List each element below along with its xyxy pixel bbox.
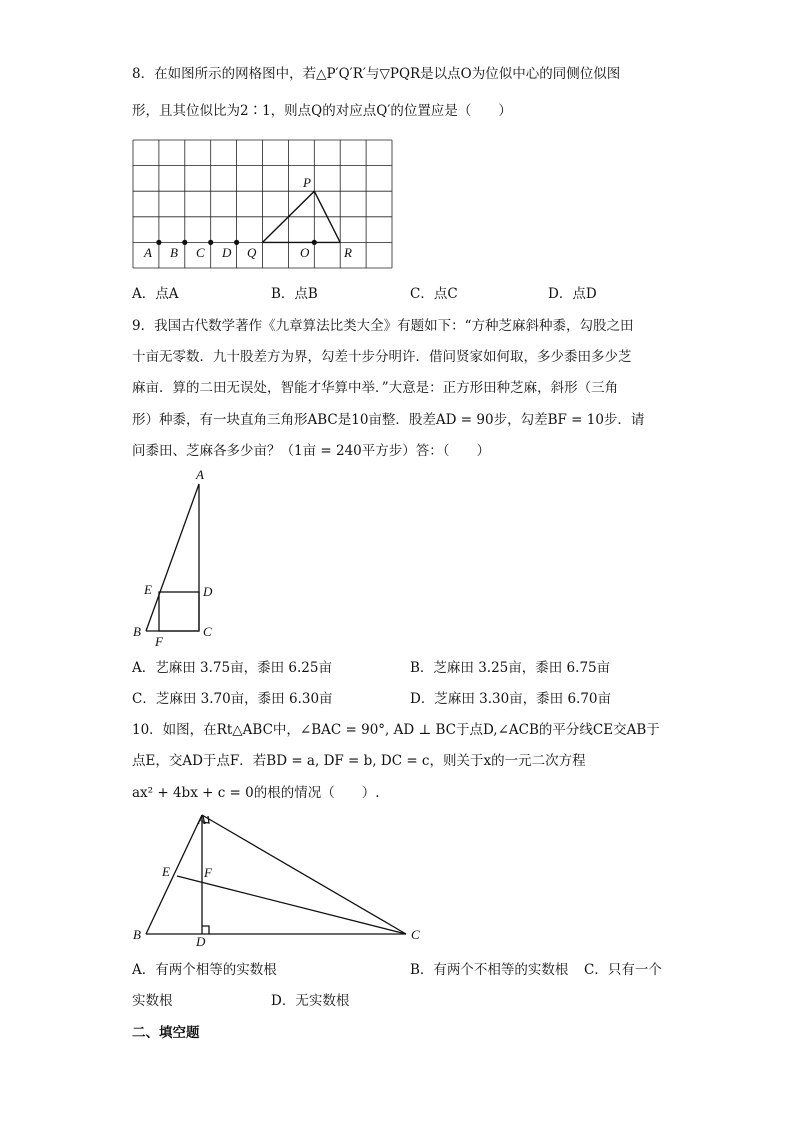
q9-stem-line2: 十亩无零数．九十股差方为界，勾差十步分明许．借问贤家如何取，多少黍田多少芝 bbox=[132, 349, 632, 365]
q8-grid-figure bbox=[133, 140, 395, 270]
q9-stem-line3: 麻亩．算的二田无误处，智能才华算中举．”大意是：正方形田种芝麻，斜形（三角 bbox=[132, 380, 619, 396]
q10-option-b[interactable]: B．有两个不相等的实数根 bbox=[410, 962, 569, 978]
q10-label-d: D bbox=[196, 934, 206, 949]
q8-option-a[interactable]: A．点A bbox=[132, 286, 179, 302]
q9-stem-line1: 9．我国古代数学著作《九章算法比类大全》有题如下：“方种芝麻斜种黍，勾股之田 bbox=[132, 318, 634, 334]
q8-option-b[interactable]: B．点B bbox=[271, 286, 318, 302]
section-title: 二、填空题 bbox=[132, 1025, 200, 1041]
q9-label-f: F bbox=[155, 634, 163, 649]
q10-stem-line2: 点E，交AD于点F．若BD = a, DF = b, DC = c，则关于x的一元二次方程 bbox=[132, 753, 586, 769]
q9-option-d[interactable]: D．芝麻田 3.30亩，黍田 6.70亩 bbox=[410, 691, 612, 707]
q8-label-b: B bbox=[170, 245, 178, 260]
q8-point-b bbox=[182, 240, 187, 245]
q8-stem-line1: 8．在如图所示的网格图中，若△P′Q′R′与▽PQR是以点O为位似中心的同侧位似图 bbox=[132, 66, 621, 82]
q10-label-f: F bbox=[204, 865, 212, 880]
q9-option-c[interactable]: C．芝麻田 3.70亩，黍田 6.30亩 bbox=[132, 691, 333, 707]
q8-point-d bbox=[234, 240, 239, 245]
q8-point-a bbox=[156, 240, 161, 245]
q9-label-a: A bbox=[196, 467, 204, 482]
q10-label-b: B bbox=[133, 927, 141, 942]
q9-stem-line4: 形）种黍，有一块直角三角形ABC是10亩整．股差AD = 90步，勾差BF = 10步．请 bbox=[132, 412, 645, 428]
q10-stem-line1: 10．如图，在Rt△ABC中，∠BAC = 90°, AD ⊥ BC于点D,∠ACB的平分线CE交AB于 bbox=[132, 722, 660, 738]
q8-label-p: P bbox=[303, 175, 311, 190]
q8-option-c[interactable]: C．点C bbox=[410, 286, 458, 302]
q9-label-d: D bbox=[203, 584, 213, 599]
q8-label-a: A bbox=[144, 245, 152, 260]
q8-label-r: R bbox=[344, 245, 352, 260]
q8-point-c bbox=[208, 240, 213, 245]
q10-label-e: E bbox=[162, 864, 170, 879]
q9-option-b[interactable]: B．芝麻田 3.25亩，黍田 6.75亩 bbox=[410, 660, 611, 676]
q10-label-c: C bbox=[411, 927, 420, 942]
q9-label-b: B bbox=[133, 624, 141, 639]
q9-option-a[interactable]: A．艺麻田 3.75亩，黍田 6.25亩 bbox=[132, 660, 332, 676]
q10-option-d[interactable]: D．无实数根 bbox=[271, 993, 350, 1009]
q8-label-o: O bbox=[300, 245, 310, 260]
q9-stem-line5: 问黍田、芝麻各多少亩？（1亩 = 240平方步）答：（ ） bbox=[132, 443, 490, 459]
q10-option-c-continued[interactable]: 实数根 bbox=[132, 993, 173, 1009]
q9-label-e: E bbox=[144, 582, 152, 597]
q8-label-c: C bbox=[196, 245, 205, 260]
q10-triangle-figure bbox=[130, 810, 430, 950]
q8-option-d[interactable]: D．点D bbox=[548, 286, 597, 302]
q10-option-a[interactable]: A．有两个相等的实数根 bbox=[132, 962, 277, 978]
q8-stem-line2: 形，且其位似比为2∶1，则点Q的对应点Q′的位置应是（ ） bbox=[132, 103, 512, 119]
q8-label-q: Q bbox=[247, 245, 257, 260]
q10-label-a: A bbox=[198, 812, 206, 827]
q8-label-d: D bbox=[222, 245, 232, 260]
q10-option-c[interactable]: C．只有一个 bbox=[584, 962, 662, 978]
q10-stem-line3: ax² + 4bx + c = 0的根的情况（ ）. bbox=[132, 785, 380, 801]
q8-point-o bbox=[312, 240, 317, 245]
q9-triangle-figure bbox=[130, 468, 230, 648]
q9-label-c: C bbox=[203, 624, 212, 639]
